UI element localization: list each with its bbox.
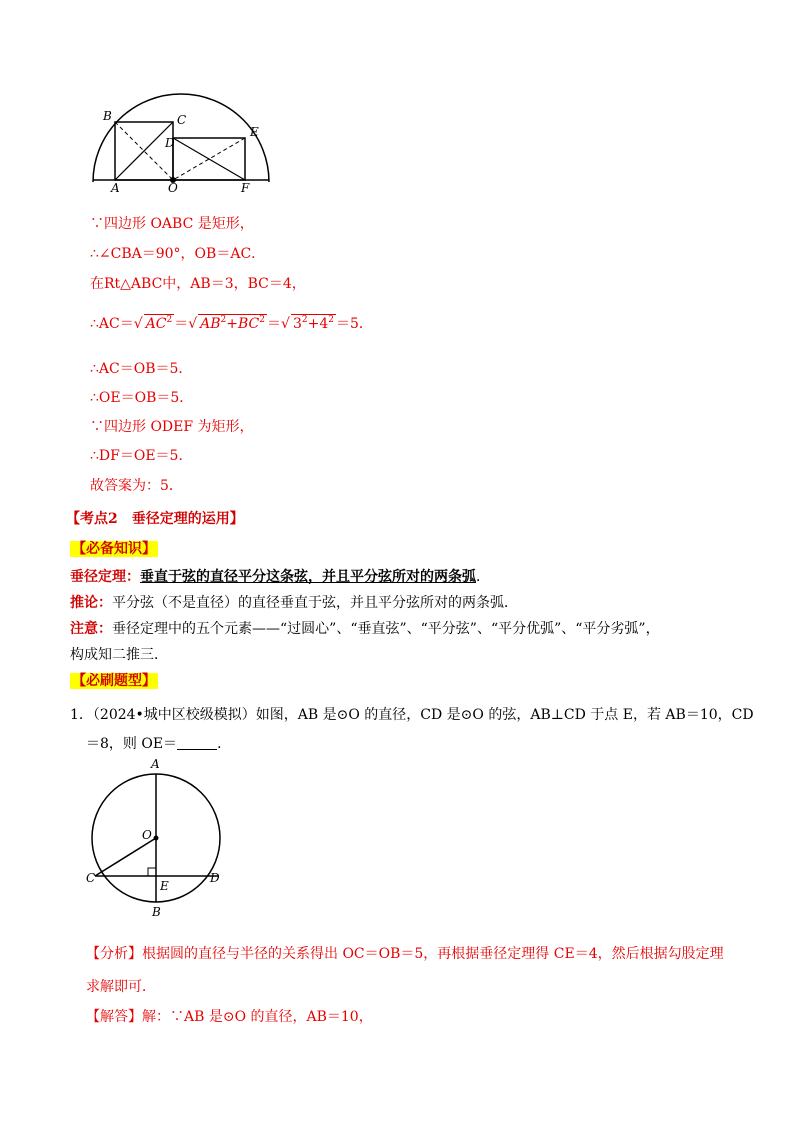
solution-line-3: 在Rt△ABC中，AB＝3，BC＝4， [90, 276, 306, 292]
solution-line-5: ∴AC＝OB＝5． [90, 361, 193, 377]
radical-1: $AC^2$ [145, 315, 173, 332]
answer-line-1: 【解答】解：∵AB 是⊙O 的直径，AB＝10， [86, 1009, 373, 1025]
label-c2: C [86, 871, 96, 885]
label-b: B [103, 109, 112, 123]
note-text: 垂径定理中的五个元素——“过圆心”、“垂直弦”、“平分弦”、“平分优弧”、“平分劣弧”， [112, 621, 660, 637]
label-f: F [241, 181, 250, 194]
solution-line-7: ∵四边形 ODEF 为矩形， [90, 419, 254, 435]
note-line [70, 618, 660, 638]
formula-prefix: ∴AC＝ [90, 316, 134, 332]
label-d2: D [210, 871, 220, 885]
solution-line-8: ∴DF＝OE＝5． [90, 448, 193, 464]
theorem-label: 垂径定理： [70, 569, 140, 585]
figure-semicircle-rectangles [85, 92, 275, 194]
label-d: D [165, 136, 175, 150]
analysis-line-2: 求解即可． [86, 979, 156, 995]
solution-line-2: ∴∠CBA＝90°，OB＝AC． [90, 246, 266, 262]
theorem-line: 垂径定理：垂直于弦的直径平分这条弦，并且平分弦所对的两条弧． [70, 569, 490, 585]
section-title: 【考点2 垂径定理的运用】 [66, 511, 244, 527]
figure-circle-chord [80, 756, 240, 918]
note-label: 注意： [70, 621, 112, 637]
exercise-tag: 【必刷题型】 [72, 673, 156, 689]
note-line-2: 构成知二推三． [70, 647, 168, 663]
answer-blank [177, 735, 217, 750]
label-b2: B [152, 905, 161, 918]
label-e: E [250, 125, 259, 139]
knowledge-tag: 【必备知识】 [72, 541, 156, 557]
label-a: A [111, 181, 120, 194]
radical-3: $3^2+4^2$ [292, 315, 334, 332]
label-e2: E [160, 879, 169, 893]
radical-2: $AB^2+BC^2$ [200, 315, 266, 332]
label-c: C [177, 113, 187, 127]
theorem-text: 垂直于弦的直径平分这条弦，并且平分弦所对的两条弧 [140, 569, 476, 585]
solution-line-9: 故答案为：5． [90, 478, 183, 494]
label-a2: A [151, 757, 160, 771]
solution-line-1: ∵四边形 OABC 是矩形， [90, 216, 254, 232]
label-o2: O [142, 828, 152, 842]
solution-line-6: ∴OE＝OB＝5． [90, 390, 194, 406]
corollary-text: 平分弦（不是直径）的直径垂直于弦，并且平分弦所对的两条弧． [112, 595, 518, 611]
corollary-line [70, 592, 518, 612]
corollary-label: 推论： [70, 595, 112, 611]
label-o: O [168, 181, 178, 194]
solution-line-4-formula: ∴AC＝√ $AC^2$ ＝√ $AB^2+BC^2$ ＝√ $3^2+4^2 =5$． [90, 315, 373, 332]
problem-1-line-1: 1．（2024•城中区校级模拟）如图，AB 是⊙O 的直径，CD 是⊙O 的弦，AB⊥CD 于点 E，若 AB＝10，CD [70, 707, 754, 723]
analysis-line-1: 【分析】根据圆的直径与半径的关系得出 OC＝OB＝5，再根据垂径定理得 CE＝4，然后根据勾股定理 [86, 946, 724, 962]
problem-1-line-2: ＝8，则 OE＝ ． [86, 736, 232, 752]
